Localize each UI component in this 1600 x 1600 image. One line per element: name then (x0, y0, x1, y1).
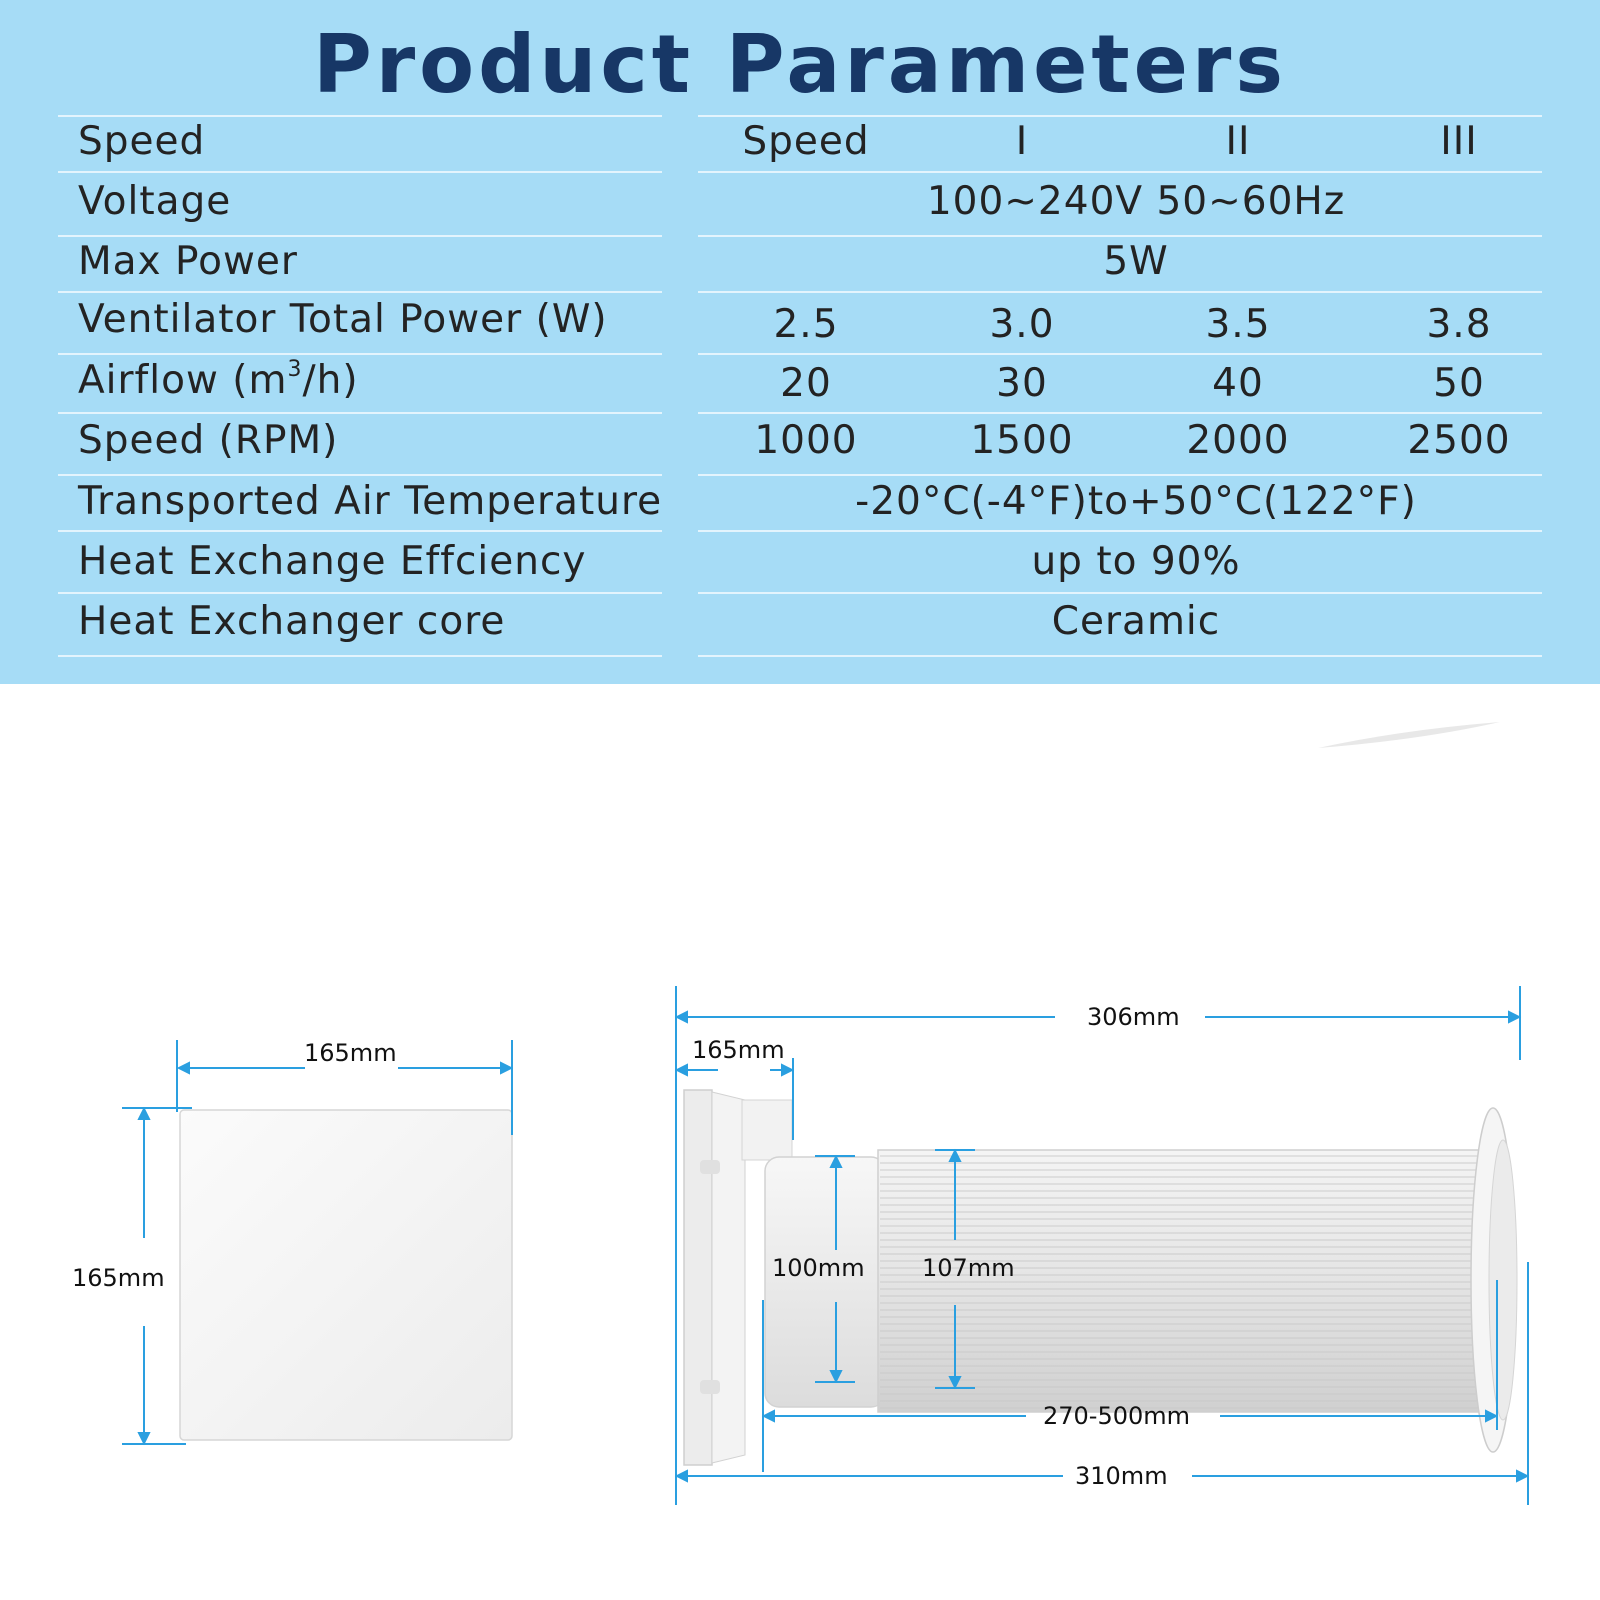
flange-side (712, 1092, 745, 1463)
row-label-efficiency: Heat Exchange Effciency (78, 539, 587, 584)
overall-length-label: 310mm (1075, 1462, 1168, 1490)
airflow-cell: 30 (996, 361, 1048, 406)
cover-width-label: 165mm (304, 1039, 397, 1067)
inner-tube (765, 1157, 885, 1407)
temperature-value: -20°C(-4°F)to+50°C(122°F) (855, 479, 1417, 524)
total-power-cell: 3.5 (1205, 302, 1271, 347)
total-length-label: 306mm (1087, 1003, 1180, 1031)
end-cap-rim (1489, 1140, 1517, 1420)
rpm-cell: 1000 (754, 418, 858, 463)
total-power-cell: 2.5 (773, 302, 839, 347)
row-label-core: Heat Exchanger core (78, 599, 506, 644)
efficiency-value: up to 90% (1031, 539, 1241, 584)
speed-header-cell: I (1015, 119, 1029, 164)
outer-diameter-label: 107mm (922, 1254, 1015, 1282)
page-title: Product Parameters (313, 18, 1287, 111)
flange-clip (700, 1160, 720, 1174)
row-label-voltage: Voltage (78, 179, 232, 224)
row-label-rpm: Speed (RPM) (78, 418, 339, 463)
background-shadow (1318, 722, 1500, 748)
row-label-total-power: Ventilator Total Power (W) (78, 297, 608, 342)
speed-header-cell: III (1440, 119, 1478, 164)
flange-clip (700, 1380, 720, 1394)
airflow-cell: 40 (1212, 361, 1264, 406)
inner-diameter-label: 100mm (772, 1254, 865, 1282)
row-label-max-power: Max Power (78, 239, 298, 284)
airflow-cell: 20 (780, 361, 832, 406)
wall-flange (684, 1090, 712, 1465)
voltage-value: 100~240V 50~60Hz (926, 179, 1346, 224)
max-power-value: 5W (1103, 239, 1169, 284)
row-label-speed: Speed (78, 119, 206, 164)
speed-header-cell: Speed (742, 119, 870, 164)
row-label-temperature: Transported Air Temperature (78, 479, 663, 524)
speed-header-cell: II (1225, 119, 1251, 164)
airflow-cell: 50 (1433, 361, 1485, 406)
flange-hub (742, 1100, 792, 1160)
core-value: Ceramic (1051, 599, 1221, 644)
rpm-cell: 2500 (1407, 418, 1511, 463)
row-label-airflow: Airflow $(m^3/h)$ (78, 357, 359, 403)
cover-plate (180, 1110, 512, 1440)
tube-range-label: 270-500mm (1043, 1402, 1191, 1430)
total-power-cell: 3.8 (1426, 302, 1492, 347)
cover-height-label: 165mm (72, 1264, 165, 1292)
total-power-cell: 3.0 (989, 302, 1055, 347)
superscript: 3 (287, 357, 303, 382)
flange-depth-label: 165mm (692, 1036, 785, 1064)
rpm-cell: 1500 (970, 418, 1074, 463)
rpm-cell: 2000 (1186, 418, 1290, 463)
